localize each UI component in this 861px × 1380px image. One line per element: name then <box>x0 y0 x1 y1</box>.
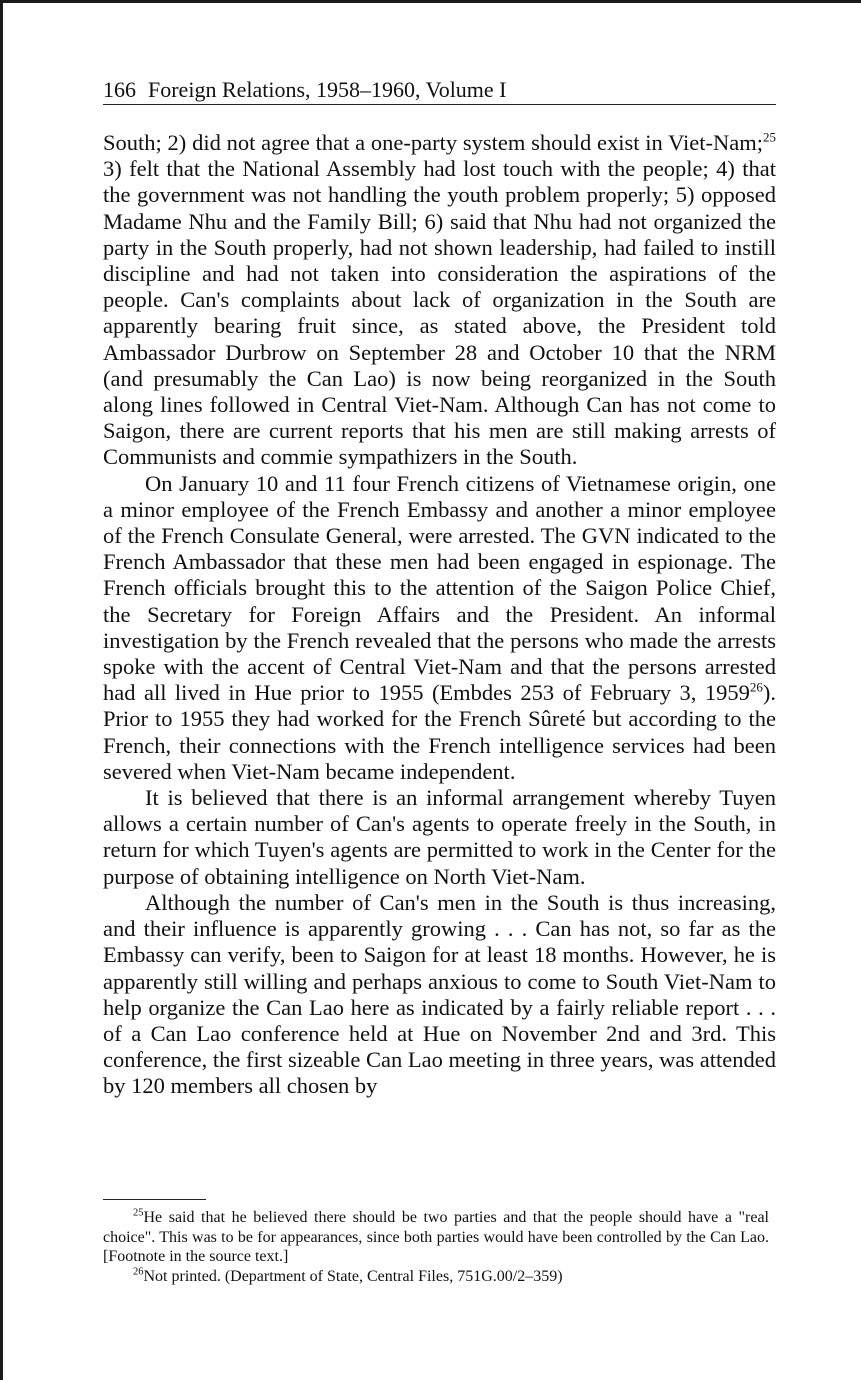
paragraph-2 <box>103 471 776 785</box>
footnote-number: 25 <box>133 1207 144 1219</box>
paragraph-1-part-a: South; 2) did not agree that a one-party system should exist in Viet-Nam; <box>103 130 763 155</box>
page-edge-left <box>0 0 3 1380</box>
main-text <box>103 130 776 1100</box>
page-number: 166 <box>103 77 136 102</box>
volume-title: Foreign Relations, 1958–1960, Volume I <box>148 77 507 102</box>
footnote-25 <box>103 1208 769 1267</box>
paragraph-1-part-b: 3) felt that the National Assembly had lost touch with the people; 4) that the government was not handling the youth problem properly; 5) opposed Madame Nhu and the Family Bill; 6) said that Nhu had not organized the party in the South properly, had not shown leadership, had failed to instill discipline and had not taken into consideration the aspirations of the people. Can's complaints about lack of organization in the South are apparently bearing fruit since, as stated above, the President told Ambassador Durbrow on September 28 and October 10 that the NRM (and presumably the Can Lao) is now being reorganized in the South along lines followed in Central Viet-Nam. Although Can has not come to Saigon, there are current reports that his men are still making arrests of Communists and commie sympathizers in the South. <box>103 156 776 470</box>
running-head <box>103 76 776 104</box>
footnote-number: 26 <box>133 1266 144 1278</box>
paragraph-4: Although the number of Can's men in the South is thus increasing, and their influence is apparently growing . . . Can has not, so far as the Embassy can verify, been to Saigon for at least 18 months. However, he is apparently still willing and perhaps anxious to come to South Viet-Nam to help organize the Can Lao here as indicated by a fairly reliable report . . . of a Can Lao conference held at Hue on November 2nd and 3rd. This conference, the first sizeable Can Lao meeting in three years, was attended by 120 members all chosen by <box>103 889 776 1099</box>
paragraph-3: It is believed that there is an informal arrangement whereby Tuyen allows a certain number of Can's agents to operate freely in the South, in return for which Tuyen's agents are permitted to work in the Center for the purpose of obtaining intelligence on North Viet-Nam. <box>103 785 776 889</box>
footnote-text: Not printed. (Department of State, Central Files, 751G.00/2–359) <box>143 1267 563 1285</box>
header-rule <box>103 104 776 105</box>
page-edge-top <box>0 0 861 3</box>
footnote-rule <box>103 1199 206 1200</box>
paragraph-2-part-b: ). Prior to 1955 they had worked for the French Sûreté but according to the French, their connections with the French intelligence services had been severed when Viet-Nam became independent. <box>103 680 776 784</box>
footnote-26 <box>103 1267 769 1287</box>
paragraph-1 <box>103 130 776 471</box>
footnotes <box>103 1208 769 1286</box>
paragraph-2-part-a: On January 10 and 11 four French citizens of Vietnamese origin, one a minor employee of the French Embassy and another a minor employee of the French Consulate General, were arrested. The GVN indicated to the French Ambassador that these men had been engaged in espionage. The French officials brought this to the attention of the Saigon Police Chief, the Secretary for Foreign Affairs and the President. An informal investigation by the French revealed that the persons who made the arrests spoke with the accent of Central Viet-Nam and that the persons arrested had all lived in Hue prior to 1955 (Embdes 253 of February 3, 1959 <box>103 470 776 706</box>
footnote-text: He said that he believed there should be two parties and that the people should have a "real choice". This was to be for appearances, since both parties would have been controlled by the Can Lao. [Footnote in the source text.] <box>103 1209 769 1265</box>
footnote-ref-26[interactable]: 26 <box>749 679 763 695</box>
footnote-ref-25[interactable]: 25 <box>763 129 776 145</box>
